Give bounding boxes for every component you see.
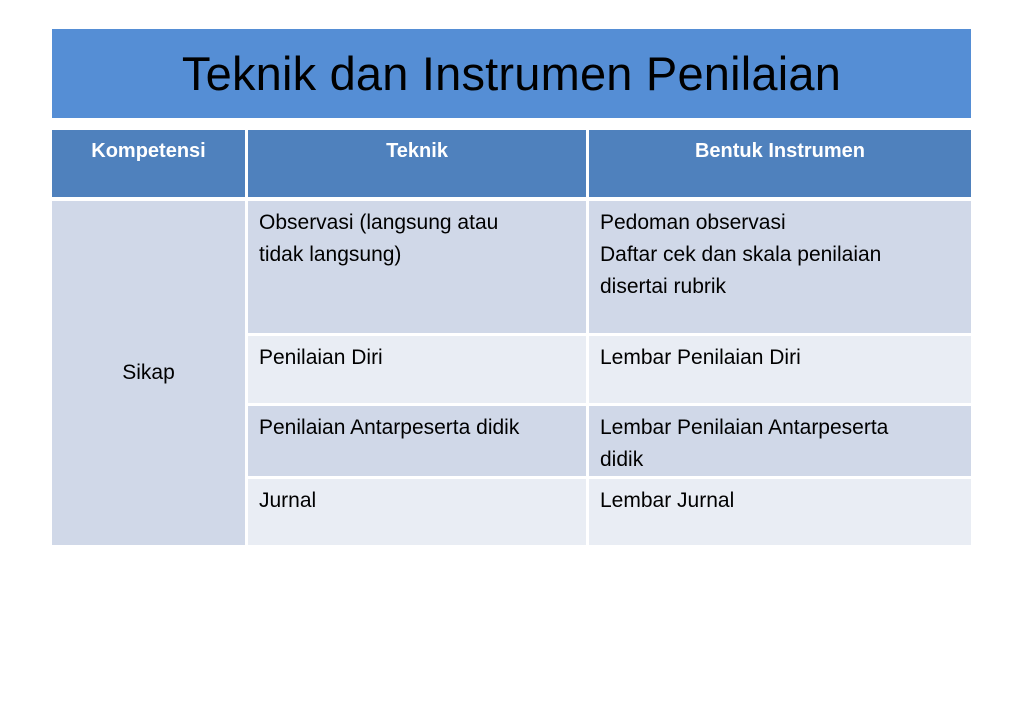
slide-title: Teknik dan Instrumen Penilaian — [181, 47, 842, 100]
table-row-1-teknik: Observasi (langsung atau tidak langsung) — [248, 201, 586, 333]
table-row-3-teknik: Penilaian Antarpeserta didik — [248, 406, 586, 476]
header-teknik: Teknik — [248, 130, 586, 197]
table-row-1-instrumen: Pedoman observasi Daftar cek dan skala penilaian disertai rubrik — [589, 201, 971, 333]
table-row-2-instrumen: Lembar Penilaian Diri — [589, 336, 971, 403]
header-bentuk-instrumen: Bentuk Instrumen — [589, 130, 971, 197]
header-kompetensi: Kompetensi — [52, 130, 245, 197]
table-row-3-instrumen: Lembar Penilaian Antarpeserta didik — [589, 406, 971, 476]
assessment-table — [52, 130, 971, 545]
table-row-4-teknik: Jurnal — [248, 479, 586, 545]
kompetensi-cell — [52, 201, 245, 545]
table-row-4-instrumen: Lembar Jurnal — [589, 479, 971, 545]
kompetensi-label: Sikap — [122, 361, 175, 384]
slide-title-bar — [52, 29, 971, 118]
table-row-2-teknik: Penilaian Diri — [248, 336, 586, 403]
